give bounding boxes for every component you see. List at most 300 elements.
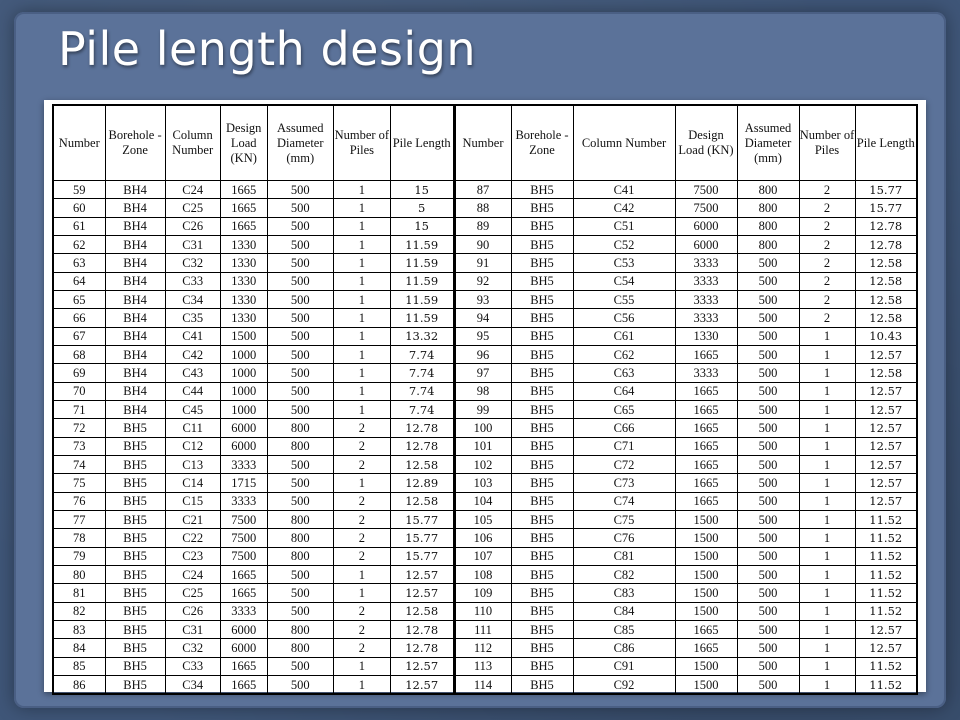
cell-assumed-diameter: 500 <box>267 382 333 400</box>
cell-design-load: 1000 <box>220 382 267 400</box>
cell-number: 65 <box>53 290 105 308</box>
cell-design-load: 1665 <box>675 474 737 492</box>
cell-pile-length: 11.52 <box>855 547 917 565</box>
cell-borehole-zone: BH5 <box>105 584 165 602</box>
table-row <box>455 327 917 345</box>
cell-pile-length: 12.57 <box>855 400 917 418</box>
cell-column-number: C76 <box>573 529 675 547</box>
cell-number: 93 <box>455 290 511 308</box>
cell-assumed-diameter: 800 <box>737 217 799 235</box>
cell-design-load: 1665 <box>220 565 267 583</box>
cell-design-load: 1665 <box>675 492 737 510</box>
cell-design-load: 1665 <box>675 620 737 638</box>
cell-number: 72 <box>53 419 105 437</box>
cell-borehole-zone: BH5 <box>511 217 573 235</box>
pile-table-left <box>52 104 455 695</box>
cell-number-of-piles: 1 <box>333 272 390 290</box>
cell-assumed-diameter: 800 <box>267 620 333 638</box>
cell-borehole-zone: BH5 <box>511 309 573 327</box>
cell-assumed-diameter: 800 <box>267 437 333 455</box>
header-assumed-diameter: Assumed Diameter (mm) <box>267 105 333 181</box>
cell-number: 114 <box>455 675 511 694</box>
cell-pile-length: 11.52 <box>855 675 917 694</box>
table-body-right <box>455 181 917 695</box>
table-row <box>455 199 917 217</box>
cell-assumed-diameter: 500 <box>267 327 333 345</box>
cell-number-of-piles: 1 <box>799 602 855 620</box>
table-row <box>53 675 454 694</box>
cell-design-load: 1500 <box>675 584 737 602</box>
cell-borehole-zone: BH5 <box>105 492 165 510</box>
header-assumed-diameter: Assumed Diameter (mm) <box>737 105 799 181</box>
cell-column-number: C45 <box>165 400 220 418</box>
cell-pile-length: 12.57 <box>855 492 917 510</box>
cell-number-of-piles: 1 <box>333 181 390 199</box>
cell-column-number: C13 <box>165 455 220 473</box>
cell-design-load: 3333 <box>675 290 737 308</box>
header-design-load: Design Load (KN) <box>220 105 267 181</box>
header-row-left <box>53 105 454 181</box>
cell-pile-length: 12.78 <box>855 217 917 235</box>
cell-borehole-zone: BH5 <box>511 400 573 418</box>
cell-borehole-zone: BH4 <box>105 235 165 253</box>
cell-pile-length: 12.57 <box>390 657 453 675</box>
cell-number-of-piles: 1 <box>333 254 390 272</box>
cell-design-load: 3333 <box>220 492 267 510</box>
cell-borehole-zone: BH5 <box>511 529 573 547</box>
table-row <box>455 345 917 363</box>
cell-assumed-diameter: 500 <box>267 345 333 363</box>
cell-number-of-piles: 2 <box>799 181 855 199</box>
cell-design-load: 1665 <box>220 657 267 675</box>
cell-number-of-piles: 1 <box>333 675 390 694</box>
table-row <box>53 309 454 327</box>
cell-number: 81 <box>53 584 105 602</box>
cell-number: 91 <box>455 254 511 272</box>
cell-number: 107 <box>455 547 511 565</box>
table-row <box>455 529 917 547</box>
cell-column-number: C84 <box>573 602 675 620</box>
cell-assumed-diameter: 500 <box>737 382 799 400</box>
table-row <box>455 492 917 510</box>
cell-assumed-diameter: 500 <box>267 474 333 492</box>
cell-pile-length: 15.77 <box>390 547 453 565</box>
cell-number-of-piles: 1 <box>333 217 390 235</box>
cell-borehole-zone: BH5 <box>511 327 573 345</box>
table-row <box>455 602 917 620</box>
cell-assumed-diameter: 500 <box>267 254 333 272</box>
cell-column-number: C64 <box>573 382 675 400</box>
cell-pile-length: 7.74 <box>390 364 453 382</box>
table-row <box>53 254 454 272</box>
cell-number-of-piles: 1 <box>799 364 855 382</box>
cell-column-number: C81 <box>573 547 675 565</box>
table-row <box>455 400 917 418</box>
cell-number-of-piles: 1 <box>799 400 855 418</box>
cell-column-number: C34 <box>165 290 220 308</box>
cell-assumed-diameter: 500 <box>267 675 333 694</box>
cell-number: 94 <box>455 309 511 327</box>
cell-assumed-diameter: 800 <box>267 547 333 565</box>
cell-number-of-piles: 2 <box>799 254 855 272</box>
cell-number-of-piles: 2 <box>333 547 390 565</box>
cell-pile-length: 7.74 <box>390 400 453 418</box>
cell-number-of-piles: 2 <box>333 620 390 638</box>
cell-number: 90 <box>455 235 511 253</box>
cell-design-load: 1500 <box>675 547 737 565</box>
cell-pile-length: 12.57 <box>390 675 453 694</box>
cell-borehole-zone: BH5 <box>511 565 573 583</box>
cell-pile-length: 12.78 <box>855 235 917 253</box>
cell-number: 96 <box>455 345 511 363</box>
cell-pile-length: 13.32 <box>390 327 453 345</box>
cell-design-load: 1665 <box>220 199 267 217</box>
table-row <box>53 199 454 217</box>
cell-number-of-piles: 2 <box>799 199 855 217</box>
cell-pile-length: 12.57 <box>855 455 917 473</box>
cell-design-load: 1500 <box>675 657 737 675</box>
cell-number-of-piles: 1 <box>799 345 855 363</box>
cell-number: 83 <box>53 620 105 638</box>
header-column-number: Column Number <box>573 105 675 181</box>
cell-design-load: 1500 <box>675 529 737 547</box>
cell-column-number: C62 <box>573 345 675 363</box>
cell-pile-length: 12.57 <box>855 639 917 657</box>
cell-design-load: 1330 <box>220 309 267 327</box>
cell-column-number: C43 <box>165 364 220 382</box>
table-row <box>53 492 454 510</box>
cell-number-of-piles: 1 <box>799 455 855 473</box>
cell-borehole-zone: BH4 <box>105 254 165 272</box>
cell-column-number: C66 <box>573 419 675 437</box>
cell-borehole-zone: BH5 <box>511 437 573 455</box>
cell-column-number: C25 <box>165 584 220 602</box>
pile-table-right <box>455 104 919 695</box>
cell-number-of-piles: 1 <box>799 584 855 602</box>
cell-number-of-piles: 2 <box>799 217 855 235</box>
table-row <box>53 584 454 602</box>
cell-number-of-piles: 1 <box>333 584 390 602</box>
cell-column-number: C61 <box>573 327 675 345</box>
table-row <box>53 290 454 308</box>
header-design-load: Design Load (KN) <box>675 105 737 181</box>
cell-column-number: C31 <box>165 235 220 253</box>
cell-design-load: 7500 <box>675 181 737 199</box>
cell-column-number: C54 <box>573 272 675 290</box>
cell-column-number: C42 <box>165 345 220 363</box>
cell-column-number: C33 <box>165 657 220 675</box>
cell-assumed-diameter: 500 <box>737 419 799 437</box>
cell-pile-length: 12.57 <box>855 437 917 455</box>
cell-assumed-diameter: 500 <box>267 657 333 675</box>
cell-design-load: 1330 <box>220 290 267 308</box>
cell-design-load: 3333 <box>220 455 267 473</box>
cell-column-number: C65 <box>573 400 675 418</box>
cell-assumed-diameter: 500 <box>267 199 333 217</box>
cell-pile-length: 11.52 <box>855 529 917 547</box>
cell-number: 98 <box>455 382 511 400</box>
cell-number: 71 <box>53 400 105 418</box>
cell-number: 61 <box>53 217 105 235</box>
cell-column-number: C24 <box>165 565 220 583</box>
cell-borehole-zone: BH5 <box>105 547 165 565</box>
table-row <box>455 547 917 565</box>
cell-design-load: 6000 <box>675 217 737 235</box>
cell-borehole-zone: BH5 <box>105 529 165 547</box>
cell-pile-length: 12.89 <box>390 474 453 492</box>
cell-column-number: C72 <box>573 455 675 473</box>
table-row <box>455 217 917 235</box>
cell-assumed-diameter: 500 <box>267 181 333 199</box>
cell-number-of-piles: 1 <box>333 382 390 400</box>
cell-number: 85 <box>53 657 105 675</box>
cell-column-number: C41 <box>573 181 675 199</box>
cell-number: 105 <box>455 510 511 528</box>
cell-number: 103 <box>455 474 511 492</box>
header-row-right <box>455 105 917 181</box>
cell-number: 89 <box>455 217 511 235</box>
cell-borehole-zone: BH5 <box>511 235 573 253</box>
cell-column-number: C56 <box>573 309 675 327</box>
cell-assumed-diameter: 500 <box>737 620 799 638</box>
cell-pile-length: 15 <box>390 217 453 235</box>
cell-number: 64 <box>53 272 105 290</box>
header-borehole-zone: Borehole -Zone <box>511 105 573 181</box>
header-pile-length: Pile Length <box>855 105 917 181</box>
cell-pile-length: 12.58 <box>855 364 917 382</box>
table-row <box>455 419 917 437</box>
cell-number: 97 <box>455 364 511 382</box>
table-row <box>455 254 917 272</box>
header-number-of-piles: Number of Piles <box>333 105 390 181</box>
cell-column-number: C86 <box>573 639 675 657</box>
cell-number-of-piles: 2 <box>799 309 855 327</box>
cell-pile-length: 5 <box>390 199 453 217</box>
cell-design-load: 1000 <box>220 345 267 363</box>
cell-number-of-piles: 2 <box>333 639 390 657</box>
cell-number-of-piles: 2 <box>333 602 390 620</box>
cell-design-load: 3333 <box>220 602 267 620</box>
cell-pile-length: 11.52 <box>855 602 917 620</box>
cell-number: 110 <box>455 602 511 620</box>
table-row <box>53 639 454 657</box>
cell-number: 112 <box>455 639 511 657</box>
cell-number-of-piles: 1 <box>333 235 390 253</box>
cell-design-load: 6000 <box>220 437 267 455</box>
cell-borehole-zone: BH5 <box>511 345 573 363</box>
cell-number: 100 <box>455 419 511 437</box>
cell-borehole-zone: BH5 <box>511 639 573 657</box>
cell-pile-length: 12.57 <box>855 382 917 400</box>
cell-borehole-zone: BH5 <box>511 547 573 565</box>
cell-design-load: 1500 <box>675 675 737 694</box>
cell-borehole-zone: BH4 <box>105 400 165 418</box>
cell-assumed-diameter: 500 <box>737 272 799 290</box>
cell-borehole-zone: BH4 <box>105 364 165 382</box>
cell-column-number: C91 <box>573 657 675 675</box>
cell-design-load: 1500 <box>675 565 737 583</box>
cell-number-of-piles: 1 <box>333 199 390 217</box>
table-row <box>53 272 454 290</box>
table-row <box>455 639 917 657</box>
cell-assumed-diameter: 500 <box>267 455 333 473</box>
cell-number-of-piles: 1 <box>799 529 855 547</box>
cell-design-load: 3333 <box>675 254 737 272</box>
cell-column-number: C22 <box>165 529 220 547</box>
cell-pile-length: 12.78 <box>390 437 453 455</box>
cell-design-load: 1330 <box>220 254 267 272</box>
cell-number-of-piles: 1 <box>333 345 390 363</box>
cell-design-load: 6000 <box>220 639 267 657</box>
cell-pile-length: 12.58 <box>390 492 453 510</box>
cell-design-load: 1000 <box>220 400 267 418</box>
cell-assumed-diameter: 500 <box>267 602 333 620</box>
cell-design-load: 3333 <box>675 364 737 382</box>
cell-borehole-zone: BH5 <box>511 419 573 437</box>
cell-assumed-diameter: 500 <box>737 474 799 492</box>
table-row <box>53 474 454 492</box>
header-borehole-zone: Borehole -Zone <box>105 105 165 181</box>
cell-number: 109 <box>455 584 511 602</box>
table-row <box>455 290 917 308</box>
cell-borehole-zone: BH4 <box>105 345 165 363</box>
cell-number-of-piles: 2 <box>799 272 855 290</box>
cell-number: 74 <box>53 455 105 473</box>
table-row <box>455 455 917 473</box>
cell-design-load: 7500 <box>675 199 737 217</box>
cell-borehole-zone: BH5 <box>511 199 573 217</box>
cell-number: 92 <box>455 272 511 290</box>
cell-borehole-zone: BH5 <box>511 272 573 290</box>
cell-assumed-diameter: 500 <box>267 584 333 602</box>
cell-borehole-zone: BH4 <box>105 327 165 345</box>
cell-design-load: 1665 <box>675 345 737 363</box>
cell-borehole-zone: BH5 <box>511 584 573 602</box>
cell-number-of-piles: 1 <box>799 639 855 657</box>
cell-assumed-diameter: 500 <box>737 547 799 565</box>
header-number: Number <box>455 105 511 181</box>
tables-row <box>52 104 918 692</box>
cell-design-load: 6000 <box>675 235 737 253</box>
cell-assumed-diameter: 500 <box>737 602 799 620</box>
cell-column-number: C71 <box>573 437 675 455</box>
cell-number: 60 <box>53 199 105 217</box>
cell-number-of-piles: 2 <box>333 510 390 528</box>
cell-assumed-diameter: 500 <box>737 510 799 528</box>
cell-borehole-zone: BH5 <box>511 254 573 272</box>
table-row <box>455 235 917 253</box>
cell-borehole-zone: BH4 <box>105 199 165 217</box>
table-row <box>455 657 917 675</box>
cell-design-load: 1665 <box>220 217 267 235</box>
cell-assumed-diameter: 500 <box>737 529 799 547</box>
cell-column-number: C73 <box>573 474 675 492</box>
cell-column-number: C12 <box>165 437 220 455</box>
cell-pile-length: 12.57 <box>390 565 453 583</box>
cell-assumed-diameter: 800 <box>267 639 333 657</box>
cell-pile-length: 11.52 <box>855 565 917 583</box>
cell-borehole-zone: BH4 <box>105 382 165 400</box>
cell-pile-length: 12.57 <box>390 584 453 602</box>
cell-column-number: C11 <box>165 419 220 437</box>
cell-number-of-piles: 1 <box>799 620 855 638</box>
cell-column-number: C21 <box>165 510 220 528</box>
cell-borehole-zone: BH5 <box>105 437 165 455</box>
cell-design-load: 1500 <box>675 510 737 528</box>
cell-pile-length: 12.57 <box>855 620 917 638</box>
cell-number-of-piles: 2 <box>333 437 390 455</box>
cell-number-of-piles: 1 <box>799 547 855 565</box>
cell-number: 70 <box>53 382 105 400</box>
cell-design-load: 1665 <box>675 437 737 455</box>
table-row <box>53 602 454 620</box>
cell-assumed-diameter: 800 <box>267 510 333 528</box>
table-row <box>53 547 454 565</box>
cell-pile-length: 12.57 <box>855 345 917 363</box>
cell-design-load: 6000 <box>220 419 267 437</box>
cell-assumed-diameter: 500 <box>737 290 799 308</box>
cell-borehole-zone: BH5 <box>511 290 573 308</box>
cell-number: 84 <box>53 639 105 657</box>
cell-pile-length: 15 <box>390 181 453 199</box>
cell-column-number: C55 <box>573 290 675 308</box>
cell-number-of-piles: 1 <box>799 565 855 583</box>
cell-assumed-diameter: 500 <box>737 492 799 510</box>
cell-assumed-diameter: 500 <box>267 272 333 290</box>
cell-number: 79 <box>53 547 105 565</box>
cell-number: 101 <box>455 437 511 455</box>
cell-borehole-zone: BH5 <box>511 364 573 382</box>
cell-column-number: C23 <box>165 547 220 565</box>
cell-assumed-diameter: 500 <box>737 565 799 583</box>
cell-number-of-piles: 1 <box>333 327 390 345</box>
cell-assumed-diameter: 500 <box>267 309 333 327</box>
cell-number: 77 <box>53 510 105 528</box>
table-row <box>53 364 454 382</box>
cell-number-of-piles: 1 <box>799 327 855 345</box>
cell-column-number: C82 <box>573 565 675 583</box>
cell-number: 113 <box>455 657 511 675</box>
cell-pile-length: 15.77 <box>855 181 917 199</box>
cell-borehole-zone: BH5 <box>511 474 573 492</box>
cell-design-load: 1330 <box>220 272 267 290</box>
cell-number-of-piles: 2 <box>333 529 390 547</box>
cell-column-number: C15 <box>165 492 220 510</box>
cell-borehole-zone: BH5 <box>105 657 165 675</box>
cell-column-number: C32 <box>165 254 220 272</box>
cell-borehole-zone: BH5 <box>511 455 573 473</box>
cell-column-number: C25 <box>165 199 220 217</box>
cell-borehole-zone: BH5 <box>511 602 573 620</box>
cell-borehole-zone: BH5 <box>105 639 165 657</box>
cell-column-number: C83 <box>573 584 675 602</box>
cell-pile-length: 12.58 <box>390 602 453 620</box>
cell-assumed-diameter: 800 <box>737 235 799 253</box>
cell-assumed-diameter: 500 <box>737 327 799 345</box>
header-pile-length: Pile Length <box>390 105 453 181</box>
cell-assumed-diameter: 500 <box>737 309 799 327</box>
table-row <box>53 181 454 199</box>
table-row <box>53 437 454 455</box>
cell-borehole-zone: BH5 <box>511 181 573 199</box>
cell-number: 111 <box>455 620 511 638</box>
cell-pile-length: 12.57 <box>855 474 917 492</box>
cell-column-number: C92 <box>573 675 675 694</box>
cell-number: 95 <box>455 327 511 345</box>
cell-assumed-diameter: 500 <box>737 675 799 694</box>
cell-column-number: C31 <box>165 620 220 638</box>
cell-column-number: C41 <box>165 327 220 345</box>
